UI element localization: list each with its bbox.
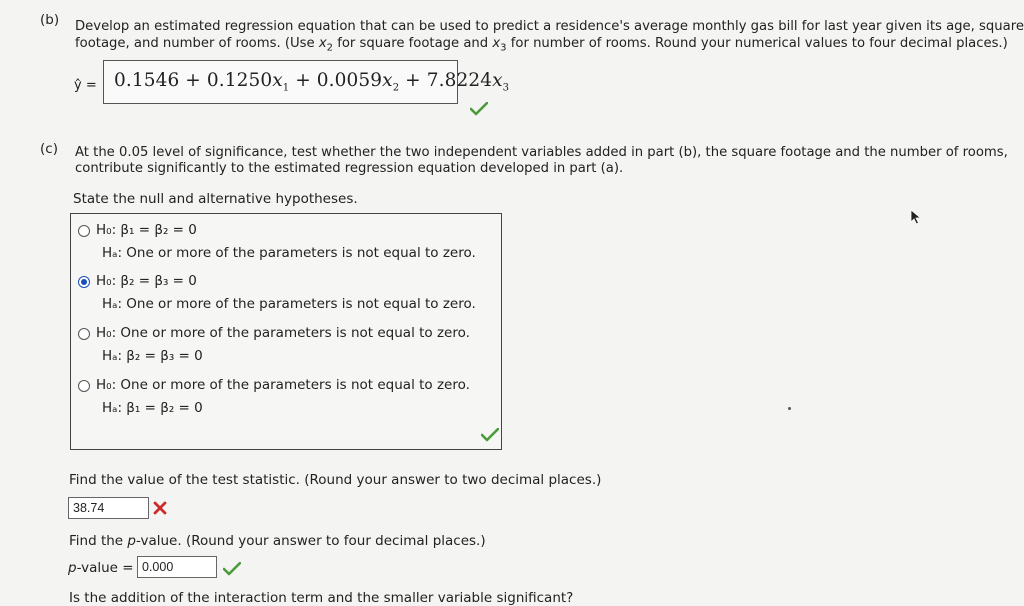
hypothesis-option-4-ha: Hₐ: β₁ = β₂ = 0 [102, 400, 203, 416]
pvalue-prompt: Find the p-value. (Round your answer to four decimal places.) [69, 533, 486, 549]
part-c-question-line1: At the 0.05 level of significance, test whether the two independent variables added in part (b), the square footage and the number of rooms, [75, 145, 1008, 160]
hypothesis-option-2-radio[interactable] [78, 276, 90, 288]
part-b-question-line2: footage, and number of rooms. (Use $x_2$ for square footage and $x_3$ for number of rooms. Round your numerical values to four decimal places.) [75, 36, 1008, 54]
hypothesis-option-2-ha: Hₐ: One or more of the parameters is not equal to zero. [102, 296, 476, 312]
hypothesis-option-4-h0: H₀: One or more of the parameters is not equal to zero. [96, 377, 470, 393]
hypothesis-option-3-h0: H₀: One or more of the parameters is not equal to zero. [96, 325, 470, 341]
hypothesis-option-4-radio[interactable] [78, 380, 90, 392]
regression-equation: $0.1546 + 0.1250x_1 + 0.0059x_2 + 7.8224x_3$ [114, 70, 510, 94]
pvalue-label: p-value = [68, 560, 134, 576]
part-c-question-line2: contribute significantly to the estimated regression equation developed in part (a). [75, 161, 624, 176]
next-question-cutoff: Is the addition of the interaction term and the smaller variable significant? [69, 590, 574, 606]
pvalue-input[interactable]: 0.000 [137, 556, 217, 578]
part-c-label: (c) [40, 141, 58, 157]
hypothesis-option-1-h0: H₀: β₁ = β₂ = 0 [96, 222, 197, 238]
hypotheses-prompt: State the null and alternative hypotheses. [73, 191, 358, 207]
part-b-label: (b) [40, 12, 60, 28]
check-icon [470, 102, 488, 116]
stray-dot [788, 407, 791, 410]
mouse-cursor-icon [910, 209, 922, 225]
regression-equation-answer[interactable] [103, 60, 510, 104]
yhat-label: ŷ = [74, 78, 97, 93]
hypothesis-option-3-radio[interactable] [78, 328, 90, 340]
hypothesis-option-2-h0: H₀: β₂ = β₃ = 0 [96, 273, 197, 289]
hypothesis-option-1-ha: Hₐ: One or more of the parameters is not equal to zero. [102, 245, 476, 261]
test-statistic-prompt: Find the value of the test statistic. (Round your answer to two decimal places.) [69, 472, 602, 488]
hypothesis-option-1-radio[interactable] [78, 225, 90, 237]
check-icon [481, 428, 499, 442]
test-statistic-input[interactable]: 38.74 [68, 497, 149, 519]
check-icon [223, 562, 241, 576]
cross-icon [153, 501, 167, 515]
hypotheses-options [70, 213, 502, 450]
hypothesis-option-3-ha: Hₐ: β₂ = β₃ = 0 [102, 348, 203, 364]
part-b-question-line1: Develop an estimated regression equation that can be used to predict a residence's average monthly gas bill for last year given its age, square [75, 19, 1024, 34]
